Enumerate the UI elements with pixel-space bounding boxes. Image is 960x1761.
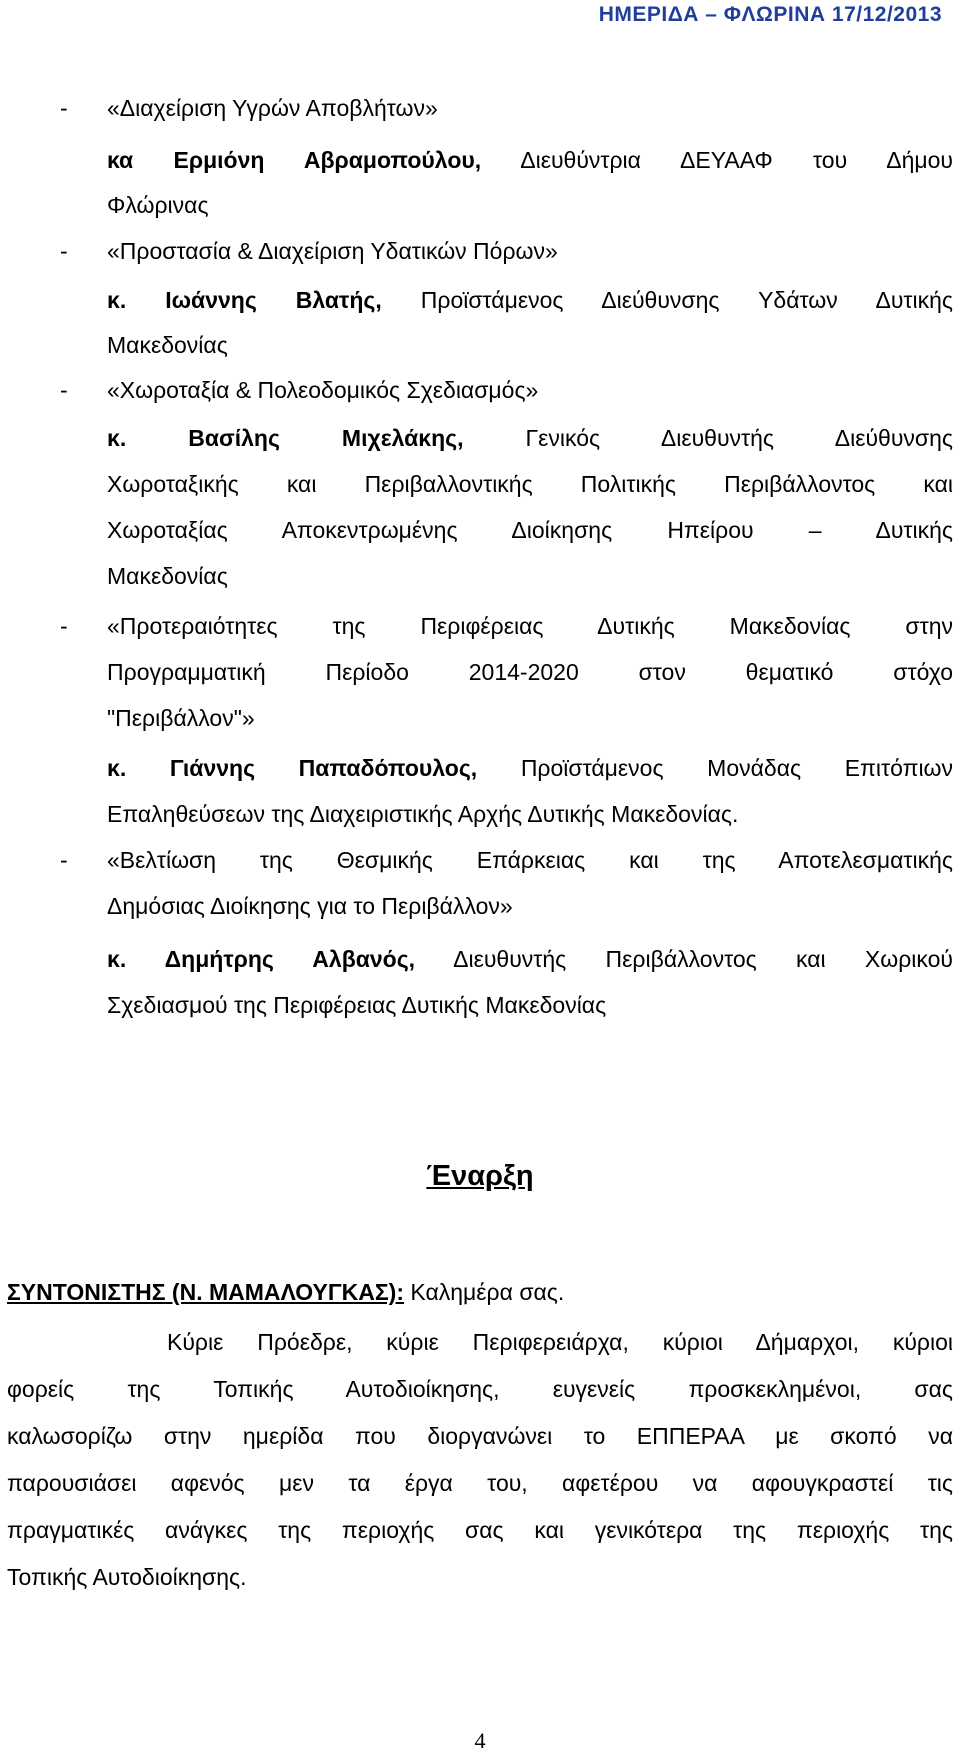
speech-line: παρουσιάσει αφενός μεν τα έργα του, αφετέρου να αφουγκραστεί τις <box>7 1470 953 1496</box>
speaker-role-continued: Επαληθεύσεων της Διαχειριστικής Αρχής Δυτικής Μακεδονίας. <box>107 801 739 827</box>
speaker-name: κ. Γιάννης Παπαδόπουλος, <box>107 755 478 781</box>
speaker-line <box>107 753 953 783</box>
topic-title: «Προστασία & Διαχείριση Υδατικών Πόρων» <box>107 238 558 264</box>
speech-line: καλωσορίζω στην ημερίδα που διοργανώνει το ΕΠΠΕΡΑΑ με σκοπό να <box>7 1423 953 1449</box>
section-title: Έναρξη <box>426 1160 534 1192</box>
speaker-role: Προϊστάμενος Μονάδας Επιτόπιων <box>520 755 954 781</box>
moderator-label: ΣΥΝΤΟΝΙΣΤΗΣ (Ν. ΜΑΜΑΛΟΥΓΚΑΣ): <box>7 1279 404 1305</box>
speaker-role-continued: Φλώρινας <box>107 192 209 218</box>
speaker-line <box>107 145 953 175</box>
topic-title-continued: Προγραμματική Περίοδο 2014-2020 στον θεματικό στόχο <box>107 659 953 685</box>
speaker-role-continued: Μακεδονίας <box>107 332 228 358</box>
list-dash: - <box>60 238 68 264</box>
list-dash: - <box>60 95 68 121</box>
speaker-role: Προϊστάμενος Διεύθυνσης Υδάτων Δυτικής <box>420 287 953 313</box>
speaker-name: κ. Ιωάννης Βλατής, <box>107 287 382 313</box>
list-dash: - <box>60 613 68 639</box>
moderator-greeting: Καλημέρα σας. <box>410 1279 565 1305</box>
speaker-role: Γενικός Διευθυντής Διεύθυνσης <box>525 425 954 451</box>
topic-title: «Βελτίωση της Θεσμικής Επάρκειας και της Αποτελεσματικής <box>107 847 953 873</box>
speaker-line <box>107 423 953 453</box>
topic-title-continued: "Περιβάλλον"» <box>107 705 255 731</box>
running-header: ΗΜΕΡΙΔΑ – ΦΛΩΡΙΝΑ 17/12/2013 <box>598 3 942 26</box>
moderator-line <box>7 1277 564 1307</box>
speaker-name: κ. Δημήτρης Αλβανός, <box>107 946 416 972</box>
list-dash: - <box>60 377 68 403</box>
topic-title: «Προτεραιότητες της Περιφέρειας Δυτικής Μακεδονίας στην <box>107 613 953 639</box>
speaker-role-continued: Χωροταξικής και Περιβαλλοντικής Πολιτικής Περιβάλλοντος και <box>107 471 953 497</box>
speech-line: πραγματικές ανάγκες της περιοχής σας και γενικότερα της περιοχής της <box>7 1517 953 1543</box>
topic-title: «Διαχείριση Υγρών Αποβλήτων» <box>107 95 438 121</box>
speaker-role: Διευθυντής Περιβάλλοντος και Χωρικού <box>453 946 953 972</box>
page-number: 4 <box>474 1728 486 1753</box>
speech-line: Τοπικής Αυτοδιοίκησης. <box>7 1564 247 1590</box>
speaker-role-continued: Χωροταξίας Αποκεντρωμένης Διοίκησης Ηπείρου – Δυτικής <box>107 517 953 543</box>
speaker-role: Διευθύντρια ΔΕΥΑΑΦ του Δήμου <box>520 147 954 173</box>
speaker-name: κα Ερμιόνη Αβραμοπούλου, <box>107 147 482 173</box>
speaker-name: κ. Βασίλης Μιχελάκης, <box>107 425 464 451</box>
topic-title-continued: Δημόσιας Διοίκησης για το Περιβάλλον» <box>107 893 513 919</box>
speaker-line <box>107 944 953 974</box>
topic-title: «Χωροταξία & Πολεοδομικός Σχεδιασμός» <box>107 377 539 403</box>
speaker-role-continued: Μακεδονίας <box>107 563 228 589</box>
speech-line: φορείς της Τοπικής Αυτοδιοίκησης, ευγενείς προσκεκλημένοι, σας <box>7 1376 953 1402</box>
list-dash: - <box>60 847 68 873</box>
speech-line: Κύριε Πρόεδρε, κύριε Περιφερειάρχα, κύριοι Δήμαρχοι, κύριοι <box>167 1329 953 1355</box>
speaker-line <box>107 285 953 315</box>
speaker-role-continued: Σχεδιασμού της Περιφέρειας Δυτικής Μακεδονίας <box>107 992 607 1018</box>
